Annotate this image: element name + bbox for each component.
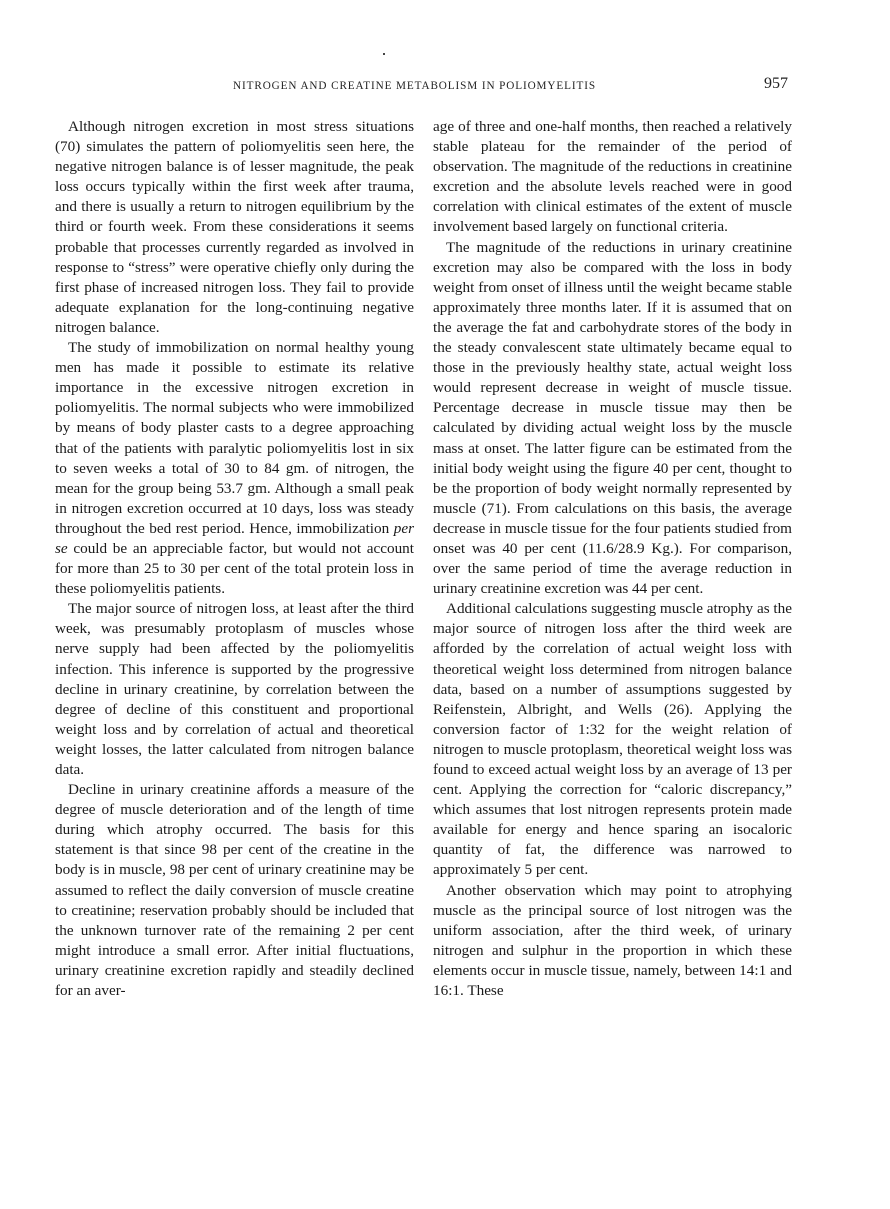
scan-speck xyxy=(383,53,385,55)
paragraph-another-observation: Another observation which may point to atrophying muscle as the principal source of lost nitrogen was the uniform association, after the third week, of urinary nitrogen and sulphur in the proportion in which these elements occur in muscle tissue, namely, between 14:1 and 16:1. These xyxy=(433,881,792,1000)
paragraph-stress-situations: Although nitrogen excretion in most stress situations (70) simulates the pattern of poliomyelitis seen here, the negative nitrogen balance is of lesser magnitude, the peak loss occurs typically within the first week after trauma, and there is usually a return to nitrogen equilibrium by the third or fourth week. From these considerations it seems probable that processes currently regarded as involved in response to “stress” were operative chiefly only during the first phase of increased nitrogen loss. They fail to provide adequate explanation for the long-continuing negative nitrogen balance. xyxy=(55,118,414,336)
paragraph-major-source: The major source of nitrogen loss, at least after the third week, was presumably protoplasm of muscles whose nerve supply had been affected by the poliomyelitis infection. This inference is supported by the progressive decline in urinary creatinine, by correlation between the degree of decline of this constituent and proportional weight loss and by correlation of actual and theoretical weight losses, the latter calculated from nitrogen balance data. xyxy=(55,600,414,778)
left-column xyxy=(55,117,414,1001)
paragraph-creatinine-decline: Decline in urinary creatinine affords a measure of the degree of muscle deterioration and of the length of time during which atrophy occurred. The basis for this statement is that since 98 per cent of the creatine in the body is in muscle, 98 per cent of urinary creatinine may be assumed to reflect the daily conversion of muscle creatine to creatinine; reservation probably should be included that the unknown turnover rate of the remaining 2 per cent might introduce a small error. After initial fluctuations, urinary creatinine excretion rapidly and steadily declined for an aver- xyxy=(55,781,414,1000)
paragraph-additional-calculations: Additional calculations suggesting muscle atrophy as the major source of nitrogen loss after the third week are afforded by the correlation of actual weight loss with theoretical weight loss determined from nitrogen balance data, based on a number of assumptions suggested by Reifenstein, Albright, and Wells (26). Applying the conversion factor of 1:32 for the weight relation of nitrogen to muscle protoplasm, theoretical weight loss was found to exceed actual weight loss by an average of 13 per cent. Applying the correction for “caloric discrepancy,” which assumes that lost nitrogen represents protein made available for energy and hence sparing an isocaloric quantity of fat, the difference was narrowed to approximately 5 per cent. xyxy=(433,600,792,879)
paragraph-immobilization xyxy=(55,338,414,599)
italic-phrase: per se xyxy=(55,519,414,557)
paragraph-continuation: age of three and one-half months, then reached a relatively stable plateau for the remainder of the period of observation. The magnitude of the reductions in creatinine excretion and the absolute levels reached were in good correlation with clinical estimates of the extent of muscle involvement based largely on functional criteria. xyxy=(433,118,792,236)
paragraph-weight-comparison: The magnitude of the reductions in urinary creatinine excretion may also be compared with the loss in body weight from onset of illness until the weight became stable approximately three months later. If it is assumed that on the average the fat and carbohydrate stores of the body in the steady convalescent state ultimately became equal to those in the previously healthy state, actual weight loss would represent decrease in weight of muscle tissue. Percentage decrease in muscle tissue may then be calculated by dividing actual weight loss by the muscle mass at onset. The latter figure can be estimated from the initial body weight using the figure 40 per cent, thought to be the proportion of body weight normally represented by muscle (71). From calculations on this basis, the average decrease in muscle tissue for the four patients studied from onset was 40 per cent (11.6/28.9 Kg.). For comparison, over the same period of time the average reduction in urinary creatinine excretion was 44 per cent. xyxy=(433,238,792,598)
running-title: NITROGEN AND CREATINE METABOLISM IN POLIOMYELITIS xyxy=(233,80,596,92)
paragraph-text: could be an appreciable factor, but would not account for more than 25 to 30 per cent of the total protein loss in these poliomyelitis patients. xyxy=(55,539,414,598)
right-column xyxy=(433,117,792,1001)
paragraph-text: The study of immobilization on normal healthy young men has made it possible to estimate its relative importance in the excessive nitrogen excretion in poliomyelitis. The normal subjects who were immobilized by means of body plaster casts to a degree approaching that of the patients with paralytic poliomyelitis lost in six to seven weeks a total of 30 to 84 gm. of nitrogen, the mean for the group being 53.7 gm. Although a small peak in nitrogen excretion occurred at 10 days, loss was steady throughout the bed rest period. Hence, immobilization xyxy=(55,339,414,537)
page-number: 957 xyxy=(764,75,788,92)
